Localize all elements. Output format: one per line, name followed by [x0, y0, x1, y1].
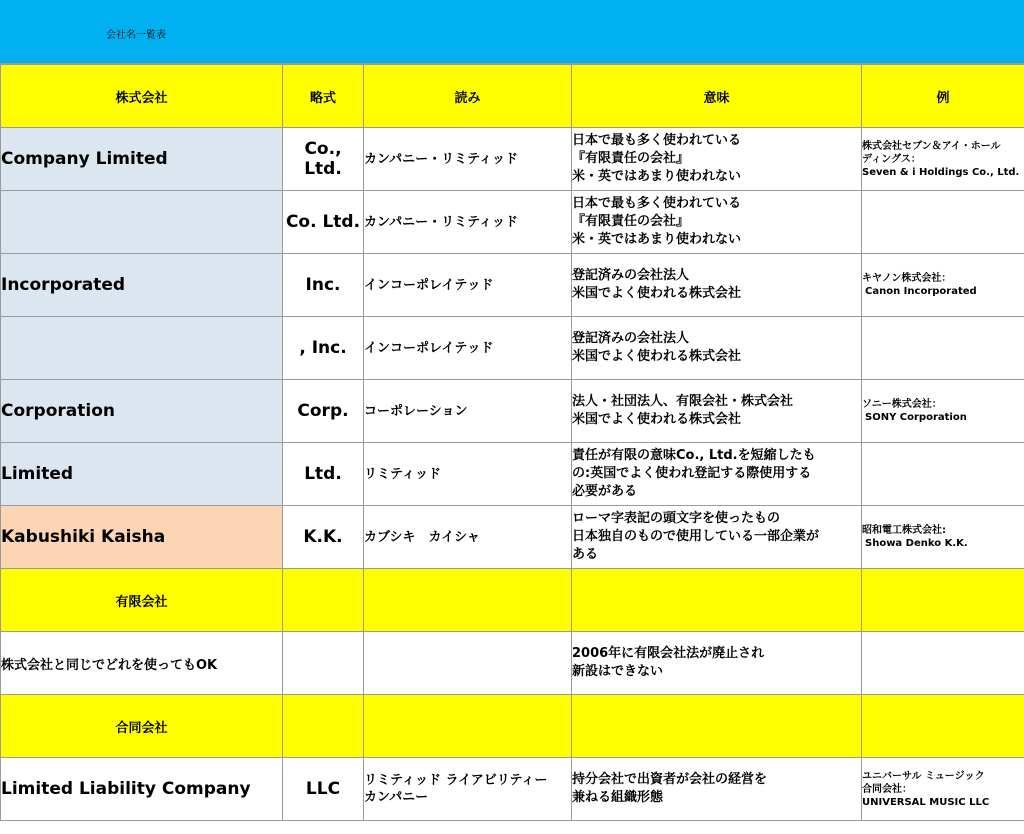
- meaning-cell: [572, 506, 862, 569]
- abbr-cell: Inc.: [283, 254, 364, 317]
- abbr-cell: Corp.: [283, 380, 364, 443]
- meaning-line: 日本で最も多く使われている: [572, 196, 742, 211]
- meaning-cell: [572, 191, 862, 254]
- name-cell: Incorporated: [1, 254, 283, 317]
- reading-cell: インコーポレイテッド: [364, 254, 572, 317]
- meaning-line: ある: [572, 547, 599, 562]
- meaning-line: 登記済みの会社法人: [572, 268, 690, 283]
- meaning-line: 必要がある: [572, 484, 638, 499]
- meaning-line: 米・英ではあまり使われない: [572, 232, 742, 247]
- meaning-cell: [572, 317, 862, 380]
- table-row: [1, 506, 1024, 569]
- example-cell: [862, 254, 1024, 317]
- name-cell: [1, 317, 283, 380]
- meaning-line: 米国でよく使われる株式会社: [572, 286, 742, 301]
- reading-cell: カンパニー・リミティッド: [364, 191, 572, 254]
- meaning-cell: [572, 632, 862, 695]
- example-line: Canon Incorporated: [865, 286, 977, 297]
- empty-cell: [283, 695, 364, 758]
- meaning-line: 兼ねる組織形態: [572, 790, 664, 805]
- meaning-line: 責任が有限の意味Co., Ltd.を短縮したも: [572, 448, 816, 463]
- reading-line: カンパニー: [364, 790, 429, 805]
- meaning-cell: [572, 380, 862, 443]
- section-header-row: [1, 695, 1024, 758]
- name-cell: Company Limited: [1, 128, 283, 191]
- header-cell: 例: [862, 65, 1024, 128]
- meaning-line: の:英国でよく使われ登記する際使用する: [572, 466, 812, 481]
- meaning-cell: [572, 128, 862, 191]
- header-cell: 意味: [572, 65, 862, 128]
- reading-cell: リミティッド: [364, 443, 572, 506]
- example-cell: [862, 443, 1024, 506]
- empty-cell: [364, 569, 572, 632]
- meaning-line: 2006年に有限会社法が廃止され: [572, 646, 765, 661]
- abbr-cell: Co. Ltd.: [283, 191, 364, 254]
- table-row: [1, 128, 1024, 191]
- empty-cell: [862, 632, 1024, 695]
- header-row: [1, 65, 1024, 128]
- section-header-row: [1, 569, 1024, 632]
- table-row: [1, 380, 1024, 443]
- meaning-line: 持分会社で出資者が会社の経営を: [572, 772, 768, 787]
- example-line: ユニバーサル ミュージック: [862, 770, 985, 782]
- name-cell: Limited: [1, 443, 283, 506]
- example-cell: [862, 191, 1024, 254]
- example-line: 合同会社：: [862, 783, 912, 795]
- empty-cell: [862, 695, 1024, 758]
- abbr-cell: Co., Ltd.: [283, 128, 364, 191]
- meaning-line: 日本で最も多く使われている: [572, 133, 742, 148]
- meaning-cell: [572, 443, 862, 506]
- empty-cell: [283, 569, 364, 632]
- example-cell: [862, 128, 1024, 191]
- page-title: 会社名一覧表: [106, 30, 166, 41]
- abbr-cell: , Inc.: [283, 317, 364, 380]
- example-cell: [862, 758, 1024, 821]
- meaning-line: 新設はできない: [572, 664, 664, 679]
- example-line: ディングス：: [862, 153, 921, 165]
- empty-cell: [364, 632, 572, 695]
- meaning-line: 法人・社団法人、有限会社・株式会社: [572, 394, 794, 409]
- name-cell: Limited Liability Company: [1, 758, 283, 821]
- example-cell: [862, 317, 1024, 380]
- company-name-table: [0, 64, 1024, 821]
- meaning-line: 登記済みの会社法人: [572, 331, 690, 346]
- table-row: [1, 443, 1024, 506]
- example-line: SONY Corporation: [865, 412, 967, 423]
- title-bar: [0, 0, 1024, 64]
- reading-cell: インコーポレイテッド: [364, 317, 572, 380]
- example-line: UNIVERSAL MUSIC LLC: [862, 796, 990, 808]
- meaning-cell: [572, 254, 862, 317]
- abbr-cell: K.K.: [283, 506, 364, 569]
- header-cell: 株式会社: [1, 65, 283, 128]
- empty-cell: [572, 695, 862, 758]
- reading-line: リミティッド ライアビリティー: [364, 773, 548, 788]
- name-cell: Corporation: [1, 380, 283, 443]
- meaning-line: 『有限責任の会社』: [572, 151, 690, 166]
- reading-cell: カンパニー・リミティッド: [364, 128, 572, 191]
- header-cell: 略式: [283, 65, 364, 128]
- note-cell: 株式会社と同じでどれを使ってもOK: [1, 632, 283, 695]
- example-cell: [862, 506, 1024, 569]
- meaning-line: 米国でよく使われる株式会社: [572, 349, 742, 364]
- example-line: Showa Denko K.K.: [865, 538, 968, 549]
- meaning-line: 日本独自のもので使用している一部企業が: [572, 529, 820, 544]
- example-line: 株式会社セブン＆アイ・ホール: [862, 140, 1001, 152]
- empty-cell: [862, 569, 1024, 632]
- example-line: 昭和電工株式会社:: [862, 525, 946, 536]
- example-cell: [862, 380, 1024, 443]
- name-cell: [1, 191, 283, 254]
- abbr-cell: LLC: [283, 758, 364, 821]
- table-row: [1, 254, 1024, 317]
- meaning-line: 米・英ではあまり使われない: [572, 169, 742, 184]
- section-label: 合同会社: [1, 695, 283, 758]
- example-line: キヤノン株式会社：: [862, 273, 952, 284]
- table-row: [1, 317, 1024, 380]
- table-row: [1, 758, 1024, 821]
- example-line: Seven & i Holdings Co., Ltd.: [862, 166, 1020, 178]
- table-row: [1, 632, 1024, 695]
- section-label: 有限会社: [1, 569, 283, 632]
- name-cell: Kabushiki Kaisha: [1, 506, 283, 569]
- empty-cell: [364, 695, 572, 758]
- table-row: [1, 191, 1024, 254]
- reading-cell: [364, 758, 572, 821]
- header-cell: 読み: [364, 65, 572, 128]
- meaning-line: 米国でよく使われる株式会社: [572, 412, 742, 427]
- abbr-cell: Ltd.: [283, 443, 364, 506]
- example-line: ソニー株式会社：: [862, 399, 942, 410]
- meaning-line: 『有限責任の会社』: [572, 214, 690, 229]
- reading-cell: カブシキ カイシャ: [364, 506, 572, 569]
- meaning-line: ローマ字表記の頭文字を使ったもの: [572, 511, 781, 526]
- empty-cell: [572, 569, 862, 632]
- reading-cell: コーポレーション: [364, 380, 572, 443]
- meaning-cell: [572, 758, 862, 821]
- empty-cell: [283, 632, 364, 695]
